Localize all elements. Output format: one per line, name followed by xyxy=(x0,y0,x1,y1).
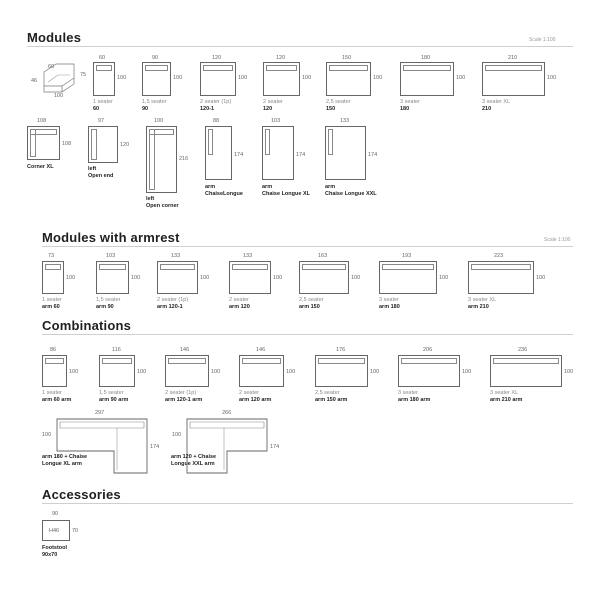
module-code: 120 xyxy=(263,106,273,112)
module-width: 97 xyxy=(98,118,105,124)
module-drawing xyxy=(326,62,371,96)
module-label: 2 seater (1p) xyxy=(165,390,197,396)
module-label: 2 seater (1p) xyxy=(157,297,189,303)
module-depth: 174 xyxy=(368,152,378,158)
module-drawing xyxy=(96,261,129,294)
accessory-width: 90 xyxy=(52,511,59,517)
module-width: 210 xyxy=(508,55,518,61)
divider-accessories xyxy=(42,503,573,504)
module-code: arm 150 arm xyxy=(315,397,348,403)
iso-seat: 46 xyxy=(31,78,38,84)
accessory-label: Footstool xyxy=(42,545,68,551)
module-label: arm xyxy=(325,184,336,190)
module-width: 73 xyxy=(48,253,55,259)
module-depth: 100 xyxy=(373,75,383,81)
module-width: 176 xyxy=(336,347,346,353)
module-label: 1,5 seater xyxy=(142,99,167,105)
module-label: 3 seater XL xyxy=(490,390,519,396)
module-width: 193 xyxy=(402,253,412,259)
module-width: 120 xyxy=(212,55,222,61)
combo-width: 297 xyxy=(95,410,105,416)
module-label: Corner XL xyxy=(27,164,54,170)
module-code: arm 60 xyxy=(42,304,60,310)
module-code: arm 120-1 xyxy=(157,304,183,310)
module-depth: 100 xyxy=(286,369,296,375)
module-label: left xyxy=(146,196,155,202)
combo-label: arm 120 + Chaise xyxy=(171,454,217,460)
module-code: 90 xyxy=(142,106,149,112)
module-drawing xyxy=(42,261,64,294)
module-code: arm 120 xyxy=(229,304,250,310)
module-depth: 100 xyxy=(370,369,380,375)
module-width: 90 xyxy=(152,55,159,61)
module-label: 3 seater XL xyxy=(468,297,497,303)
module-width: 100 xyxy=(154,118,164,124)
module-drawing xyxy=(146,126,177,193)
module-code: 60 xyxy=(93,106,100,112)
module-depth: 100 xyxy=(462,369,472,375)
module-code: arm 120-1 arm xyxy=(165,397,203,403)
module-depth: 174 xyxy=(234,152,244,158)
module-code: 120-1 xyxy=(200,106,215,112)
module-width: 236 xyxy=(518,347,528,353)
module-code: Open corner xyxy=(146,203,179,209)
module-drawing xyxy=(482,62,545,96)
combo-chaise-depth: 174 xyxy=(150,444,160,450)
module-label: 1 seater xyxy=(93,99,113,105)
module-depth: 100 xyxy=(536,275,546,281)
module-depth: 100 xyxy=(547,75,557,81)
module-width: 133 xyxy=(171,253,181,259)
scale-label-modules: Scale 1:100 xyxy=(529,37,556,43)
module-drawing xyxy=(263,62,300,96)
module-drawing xyxy=(490,355,562,387)
module-label: 1,5 seater xyxy=(96,297,121,303)
module-width: 116 xyxy=(112,347,121,353)
module-code: 150 xyxy=(326,106,336,112)
module-label: 3 seater xyxy=(400,99,420,105)
module-width: 88 xyxy=(213,118,220,124)
combo-chaise-depth: 174 xyxy=(270,444,280,450)
module-drawing xyxy=(400,62,454,96)
accessory-depth: 70 xyxy=(72,528,79,534)
combo-width: 266 xyxy=(222,410,232,416)
module-label: 3 seater xyxy=(398,390,418,396)
scale-label-armrest: Scale 1:100 xyxy=(544,237,571,243)
module-depth: 100 xyxy=(439,275,449,281)
module-code: arm 180 arm xyxy=(398,397,431,403)
module-label: 3 seater XL xyxy=(482,99,511,105)
module-drawing xyxy=(27,126,60,160)
module-depth: 100 xyxy=(173,75,183,81)
module-width: 86 xyxy=(50,347,57,353)
module-label: 1,5 seater xyxy=(99,390,124,396)
module-depth: 100 xyxy=(131,275,141,281)
module-label: 1 seater xyxy=(42,297,62,303)
combo-depth: 100 xyxy=(172,432,182,438)
module-width: 133 xyxy=(340,118,350,124)
module-code: arm 90 xyxy=(96,304,114,310)
module-width: 146 xyxy=(256,347,266,353)
section-title-combinations: Combinations xyxy=(42,318,132,333)
module-drawing xyxy=(262,126,294,180)
module-depth: 100 xyxy=(564,369,574,375)
module-code: Chaise Longue XXL xyxy=(325,191,377,197)
module-code: arm 180 xyxy=(379,304,400,310)
module-label: 2,5 seater xyxy=(315,390,340,396)
module-code: arm 90 arm xyxy=(99,397,129,403)
module-depth: 100 xyxy=(211,369,221,375)
module-depth: 174 xyxy=(296,152,306,158)
section-title-armrest: Modules with armrest xyxy=(42,230,180,245)
section-title-modules: Modules xyxy=(27,30,82,45)
module-width: 103 xyxy=(271,118,281,124)
combo-depth: 100 xyxy=(42,432,52,438)
module-depth: 100 xyxy=(238,75,248,81)
module-drawing xyxy=(200,62,236,96)
module-label: arm xyxy=(262,184,273,190)
module-code: arm 60 arm xyxy=(42,397,72,403)
module-depth: 100 xyxy=(117,75,127,81)
module-drawing xyxy=(299,261,349,294)
module-width: 146 xyxy=(180,347,190,353)
module-depth: 100 xyxy=(351,275,361,281)
module-label: arm xyxy=(205,184,216,190)
module-drawing xyxy=(315,355,368,387)
module-depth: 100 xyxy=(302,75,312,81)
module-width: 60 xyxy=(99,55,106,61)
section-title-accessories: Accessories xyxy=(42,487,121,502)
module-drawing xyxy=(93,62,115,96)
module-depth: 120 xyxy=(120,142,130,148)
module-label: 2 seater xyxy=(229,297,249,303)
accessory-code: 90x70 xyxy=(42,552,58,558)
module-depth: 108 xyxy=(62,141,72,147)
module-drawing xyxy=(99,355,135,387)
module-drawing xyxy=(379,261,437,294)
module-depth: 100 xyxy=(69,369,79,375)
module-depth: 100 xyxy=(66,275,76,281)
iso-width: 60 xyxy=(48,64,55,70)
module-width: 150 xyxy=(342,55,352,61)
module-code: 180 xyxy=(400,106,410,112)
module-width: 103 xyxy=(106,253,116,259)
module-label: 2 seater (1p) xyxy=(200,99,232,105)
module-code: Open end xyxy=(88,173,114,179)
divider-combinations xyxy=(42,334,573,335)
combo-label: arm 180 + Chaise xyxy=(42,454,88,460)
module-drawing xyxy=(42,355,67,387)
module-label: 1 seater xyxy=(42,390,62,396)
module-code: ChaiseLongue xyxy=(205,191,243,197)
module-code: Chaise Longue XL xyxy=(262,191,310,197)
module-drawing xyxy=(88,126,118,163)
module-drawing xyxy=(325,126,366,180)
module-depth: 100 xyxy=(456,75,466,81)
module-label: 2,5 seater xyxy=(299,297,324,303)
module-label: 2,5 seater xyxy=(326,99,351,105)
module-label: 2 seater xyxy=(239,390,259,396)
module-drawing xyxy=(468,261,534,294)
iso-height: 75 xyxy=(80,72,87,78)
module-drawing xyxy=(205,126,232,180)
module-code: 210 xyxy=(482,106,492,112)
accessory-drawing xyxy=(42,520,70,541)
module-width: 206 xyxy=(423,347,433,353)
module-depth: 216 xyxy=(179,156,189,162)
divider-modules xyxy=(27,46,573,47)
module-depth: 100 xyxy=(200,275,210,281)
combo-code: Longue XXL arm xyxy=(171,461,215,467)
iso-depth: 100 xyxy=(54,93,64,99)
accessory-height: H46 xyxy=(49,528,60,534)
module-label: left xyxy=(88,166,97,172)
module-drawing xyxy=(142,62,171,96)
module-code: arm 210 xyxy=(468,304,489,310)
module-drawing xyxy=(239,355,284,387)
module-width: 223 xyxy=(494,253,504,259)
module-width: 133 xyxy=(243,253,253,259)
module-code: arm 150 xyxy=(299,304,320,310)
module-drawing xyxy=(229,261,271,294)
module-code: arm 210 arm xyxy=(490,397,523,403)
module-width: 180 xyxy=(421,55,431,61)
module-label: 3 seater xyxy=(379,297,399,303)
module-drawing xyxy=(157,261,198,294)
module-code: arm 120 arm xyxy=(239,397,272,403)
module-label: 2 seater xyxy=(263,99,283,105)
module-width: 163 xyxy=(318,253,328,259)
module-depth: 100 xyxy=(137,369,147,375)
module-width: 120 xyxy=(276,55,286,61)
combo-code: Longue XL arm xyxy=(42,461,82,467)
divider-armrest xyxy=(42,246,573,247)
module-drawing xyxy=(398,355,460,387)
module-drawing xyxy=(165,355,209,387)
module-width: 108 xyxy=(37,118,47,124)
module-depth: 100 xyxy=(273,275,283,281)
